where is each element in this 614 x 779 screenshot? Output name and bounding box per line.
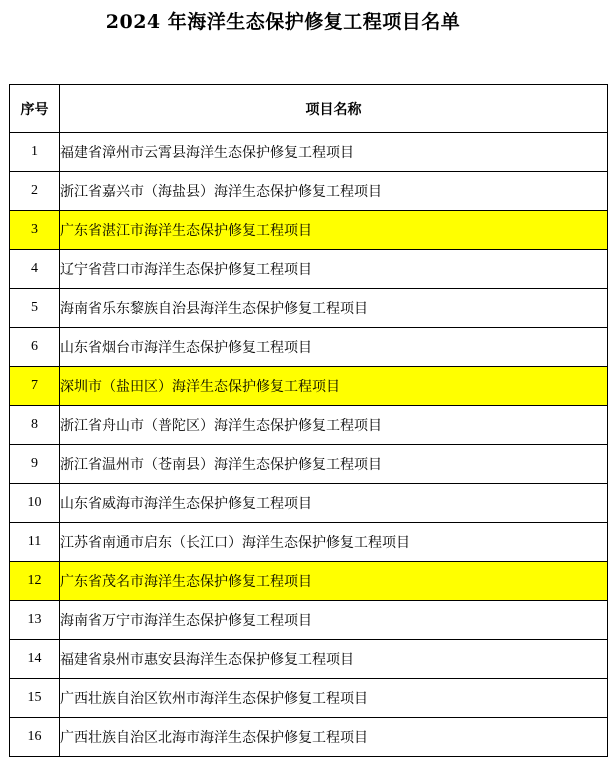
table-row (10, 172, 608, 211)
row-project-name: 福建省泉州市惠安县海洋生态保护修复工程项目 (60, 640, 608, 679)
row-index: 3 (10, 211, 60, 250)
row-project-name: 福建省漳州市云霄县海洋生态保护修复工程项目 (60, 133, 608, 172)
row-project-name: 浙江省温州市（苍南县）海洋生态保护修复工程项目 (60, 445, 608, 484)
row-index: 10 (10, 484, 60, 523)
table-row (10, 211, 608, 250)
table-header-row (10, 85, 608, 133)
row-project-name: 海南省万宁市海洋生态保护修复工程项目 (60, 601, 608, 640)
row-project-name: 广东省茂名市海洋生态保护修复工程项目 (60, 562, 608, 601)
table-row (10, 562, 608, 601)
table-row (10, 718, 608, 757)
row-project-name: 广西壮族自治区钦州市海洋生态保护修复工程项目 (60, 679, 608, 718)
table-row (10, 289, 608, 328)
row-project-name: 浙江省嘉兴市（海盐县）海洋生态保护修复工程项目 (60, 172, 608, 211)
table-row (10, 406, 608, 445)
table-row (10, 679, 608, 718)
row-project-name: 山东省烟台市海洋生态保护修复工程项目 (60, 328, 608, 367)
row-index: 5 (10, 289, 60, 328)
row-index: 15 (10, 679, 60, 718)
row-project-name: 山东省威海市海洋生态保护修复工程项目 (60, 484, 608, 523)
row-index: 14 (10, 640, 60, 679)
row-index: 7 (10, 367, 60, 406)
row-index: 2 (10, 172, 60, 211)
project-table (9, 84, 608, 757)
row-index: 12 (10, 562, 60, 601)
header-name: 项目名称 (60, 85, 608, 133)
table-row (10, 484, 608, 523)
row-project-name: 浙江省舟山市（普陀区）海洋生态保护修复工程项目 (60, 406, 608, 445)
table-row (10, 367, 608, 406)
table-row (10, 445, 608, 484)
table-row (10, 640, 608, 679)
row-index: 16 (10, 718, 60, 757)
row-project-name: 深圳市（盐田区）海洋生态保护修复工程项目 (60, 367, 608, 406)
header-index: 序号 (10, 85, 60, 133)
row-project-name: 辽宁省营口市海洋生态保护修复工程项目 (60, 250, 608, 289)
table-row (10, 133, 608, 172)
row-index: 6 (10, 328, 60, 367)
row-project-name: 江苏省南通市启东（长江口）海洋生态保护修复工程项目 (60, 523, 608, 562)
row-index: 13 (10, 601, 60, 640)
row-project-name: 广东省湛江市海洋生态保护修复工程项目 (60, 211, 608, 250)
row-index: 11 (10, 523, 60, 562)
table-row (10, 601, 608, 640)
row-index: 4 (10, 250, 60, 289)
page-title: 2024 年海洋生态保护修复工程项目名单 (105, 11, 461, 33)
table-body (10, 133, 608, 757)
row-index: 1 (10, 133, 60, 172)
row-project-name: 海南省乐东黎族自治县海洋生态保护修复工程项目 (60, 289, 608, 328)
table-row (10, 523, 608, 562)
row-index: 8 (10, 406, 60, 445)
table-row (10, 250, 608, 289)
row-project-name: 广西壮族自治区北海市海洋生态保护修复工程项目 (60, 718, 608, 757)
table-row (10, 328, 608, 367)
row-index: 9 (10, 445, 60, 484)
